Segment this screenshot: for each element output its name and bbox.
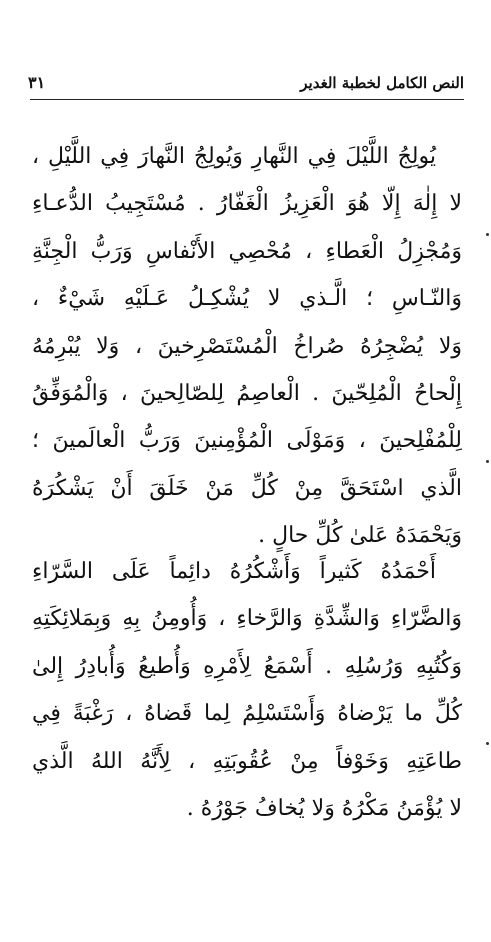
text-line: لا إِلٰهَ إِلّا هُوَ الْعَزِيزُ الْغَفّارُ . مُسْتَجِيبُ الدُّعـاءِ xyxy=(32,191,462,217)
header-rule xyxy=(30,99,464,100)
page-number: ٣١ xyxy=(28,73,46,92)
running-header xyxy=(28,72,464,94)
text-line: أَحْمَدُهُ كَثيراً وَأَشْكُرُهُ دائِماً عَلَى السَّرّاءِ xyxy=(32,559,436,584)
text-line: إِلْحاحُ الْمُلِحّينَ . الْعاصِمُ لِلصّالِحينَ ، وَالْمُوَفِّقُ xyxy=(32,380,462,406)
text-line: كُلِّ ما يَرْضاهُ وَأَسْتَسْلِمُ لِما قَضاهُ ، رَغْبَةً فِي xyxy=(32,701,462,727)
paragraph-1 xyxy=(32,133,462,560)
scan-mark xyxy=(486,460,489,463)
text-line: وَالنّـاسِ ؛ الَّـذي لا يُشْكِـلُ عَـلَيْهِ شَيْءٌ ، xyxy=(32,286,462,312)
scan-mark xyxy=(486,233,489,236)
text-line: وَمُجْزِلُ الْعَطاءِ ، مُحْصِي الأَنْفاسِ وَرَبُّ الْجِنَّةِ xyxy=(32,238,462,264)
text-line: وَلا يُضْجِرُهُ صُراخُ الْمُسْتَصْرِخينَ ، وَلا يُبْرِمُهُ xyxy=(32,333,462,359)
text-line: وَكُتُبِهِ وَرُسُلِهِ . أَسْمَعُ لِأَمْرِهِ وَأُطيعُ وَأُبادِرُ إِلىٰ xyxy=(32,653,462,679)
scan-mark xyxy=(486,742,489,745)
text-line: طاعَتِهِ وَخَوْفاً مِنْ عُقُوبَتِهِ ، لِأَنَّهُ اللهُ الَّذي xyxy=(32,748,462,774)
text-line: لِلْمُفْلِحينَ ، وَمَوْلَى الْمُؤْمِنينَ وَرَبُّ الْعالَمينَ ؛ xyxy=(32,428,462,454)
text-line: وَالضَّرّاءِ وَالشِّدَّةِ وَالرَّخاءِ ، وَأُومِنُ بِهِ وَبِمَلائِكَتِهِ xyxy=(32,606,462,632)
text-line: الَّذي اسْتَحَقَّ مِنْ كُلِّ مَنْ خَلَقَ أَنْ يَشْكُرَهُ xyxy=(32,475,462,501)
text-line: وَيَحْمَدَهُ عَلىٰ كُلِّ حالٍ . xyxy=(258,523,462,549)
text-line: يُولِجُ اللَّيْلَ فِي النَّهارِ وَيُولِجُ النَّهارَ فِي اللَّيْلِ ، xyxy=(32,144,436,169)
text-line: لا يُؤْمَنُ مَكْرُهُ وَلا يُخافُ جَوْرُهُ . xyxy=(186,795,462,821)
paragraph-2 xyxy=(32,548,462,832)
running-title: النص الكامل لخطبة الغدير xyxy=(300,74,464,92)
